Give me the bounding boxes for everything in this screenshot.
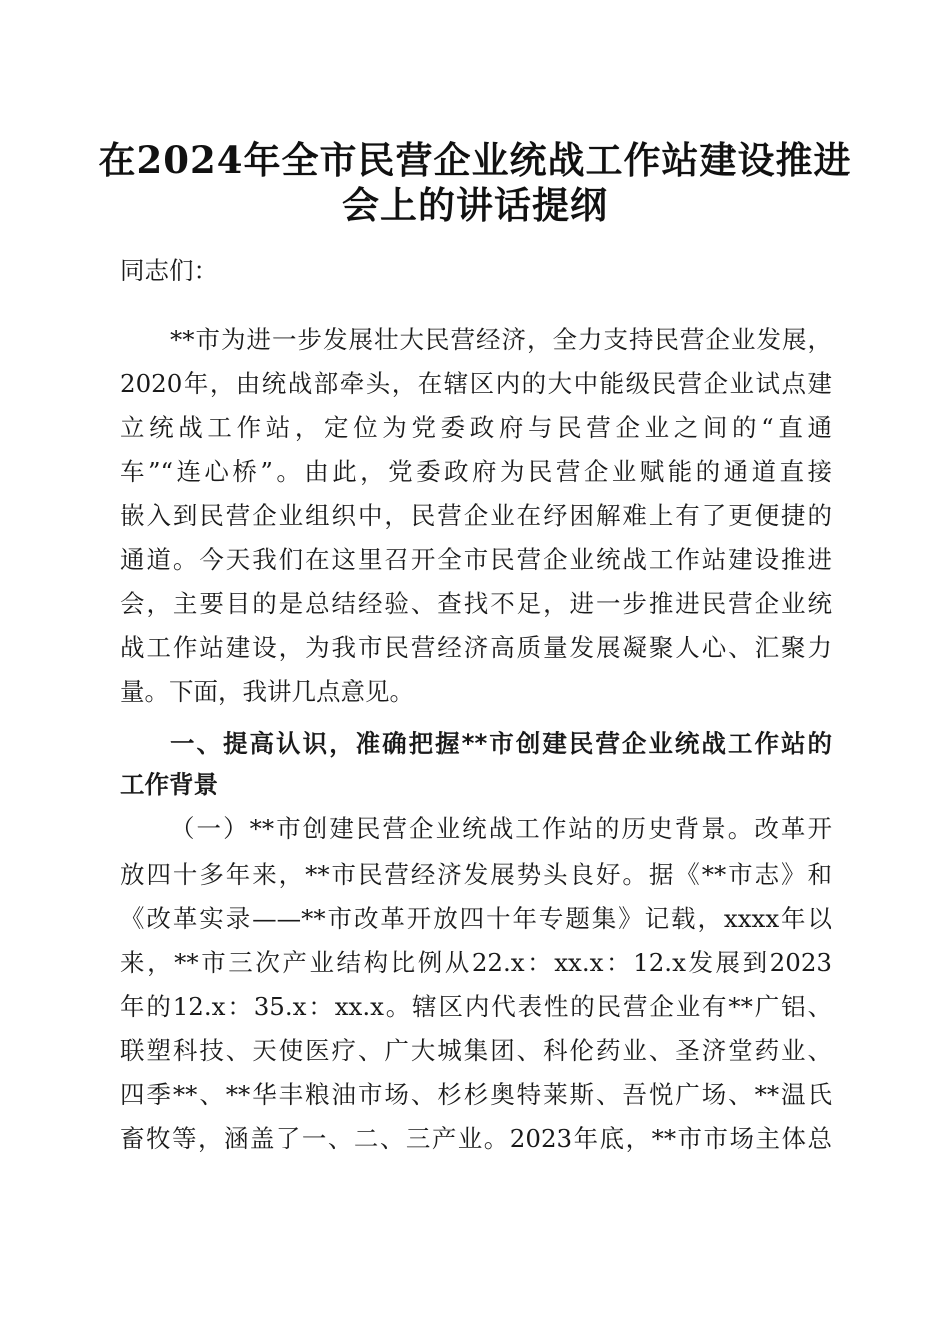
paragraph-2-line: 联塑科技、天使医疗、广大城集团、科伦药业、圣济堂药业、 [120, 1036, 832, 1065]
paragraph-1-line: 通道。今天我们在这里召开全市民营企业统战工作站建设推进 [120, 545, 832, 574]
paragraph-1-line: 量。下面，我讲几点意见。 [120, 677, 414, 706]
paragraph-1-line: 会，主要目的是总结经验、查找不足，进一步推进民营企业统 [120, 589, 832, 618]
section-heading-1-cont: 工作背景 [120, 770, 218, 799]
paragraph-2-line: 四季**、**华丰粮油市场、杉杉奥特莱斯、吾悦广场、**温氏 [120, 1080, 832, 1109]
subsection-heading-1: （一）**市创建民营企业统战工作站的历史背景。改革开 [170, 814, 832, 843]
paragraph-2-line: 放四十多年来，**市民营经济发展势头良好。据《**市志》和 [120, 860, 832, 889]
section-heading-1: 一、提高认识，准确把握**市创建民营企业统战工作站的 [170, 729, 832, 758]
paragraph-2-line: 《改革实录——**市改革开放四十年专题集》记载，xxxx年以 [120, 904, 832, 933]
paragraph-1-line: **市为进一步发展壮大民营经济，全力支持民营企业发展， [170, 325, 832, 354]
paragraph-1-line: 2020年，由统战部牵头，在辖区内的大中能级民营企业试点建 [120, 369, 832, 398]
paragraph-1-line: 车”“连心桥”。由此，党委政府为民营企业赋能的通道直接 [120, 457, 832, 486]
paragraph-2-line: 畜牧等，涵盖了一、二、三产业。2023年底，**市市场主体总 [120, 1124, 832, 1153]
paragraph-1-line: 嵌入到民营企业组织中，民营企业在纾困解难上有了更便捷的 [120, 501, 832, 530]
paragraph-2-line: 来，**市三次产业结构比例从22.x：xx.x：12.x发展到2023 [120, 948, 832, 977]
document-title-line-2: 会上的讲话提纲 [342, 183, 608, 227]
paragraph-1-line: 立统战工作站，定位为党委政府与民营企业之间的“直通 [120, 413, 832, 442]
paragraph-2-line: 年的12.x：35.x：xx.x。辖区内代表性的民营企业有**广铝、 [120, 992, 832, 1021]
document-title-line-1: 在2024年全市民营企业统战工作站建设推进 [98, 138, 852, 182]
salutation: 同志们： [120, 256, 218, 285]
paragraph-1-line: 战工作站建设，为我市民营经济高质量发展凝聚人心、汇聚力 [120, 633, 832, 662]
